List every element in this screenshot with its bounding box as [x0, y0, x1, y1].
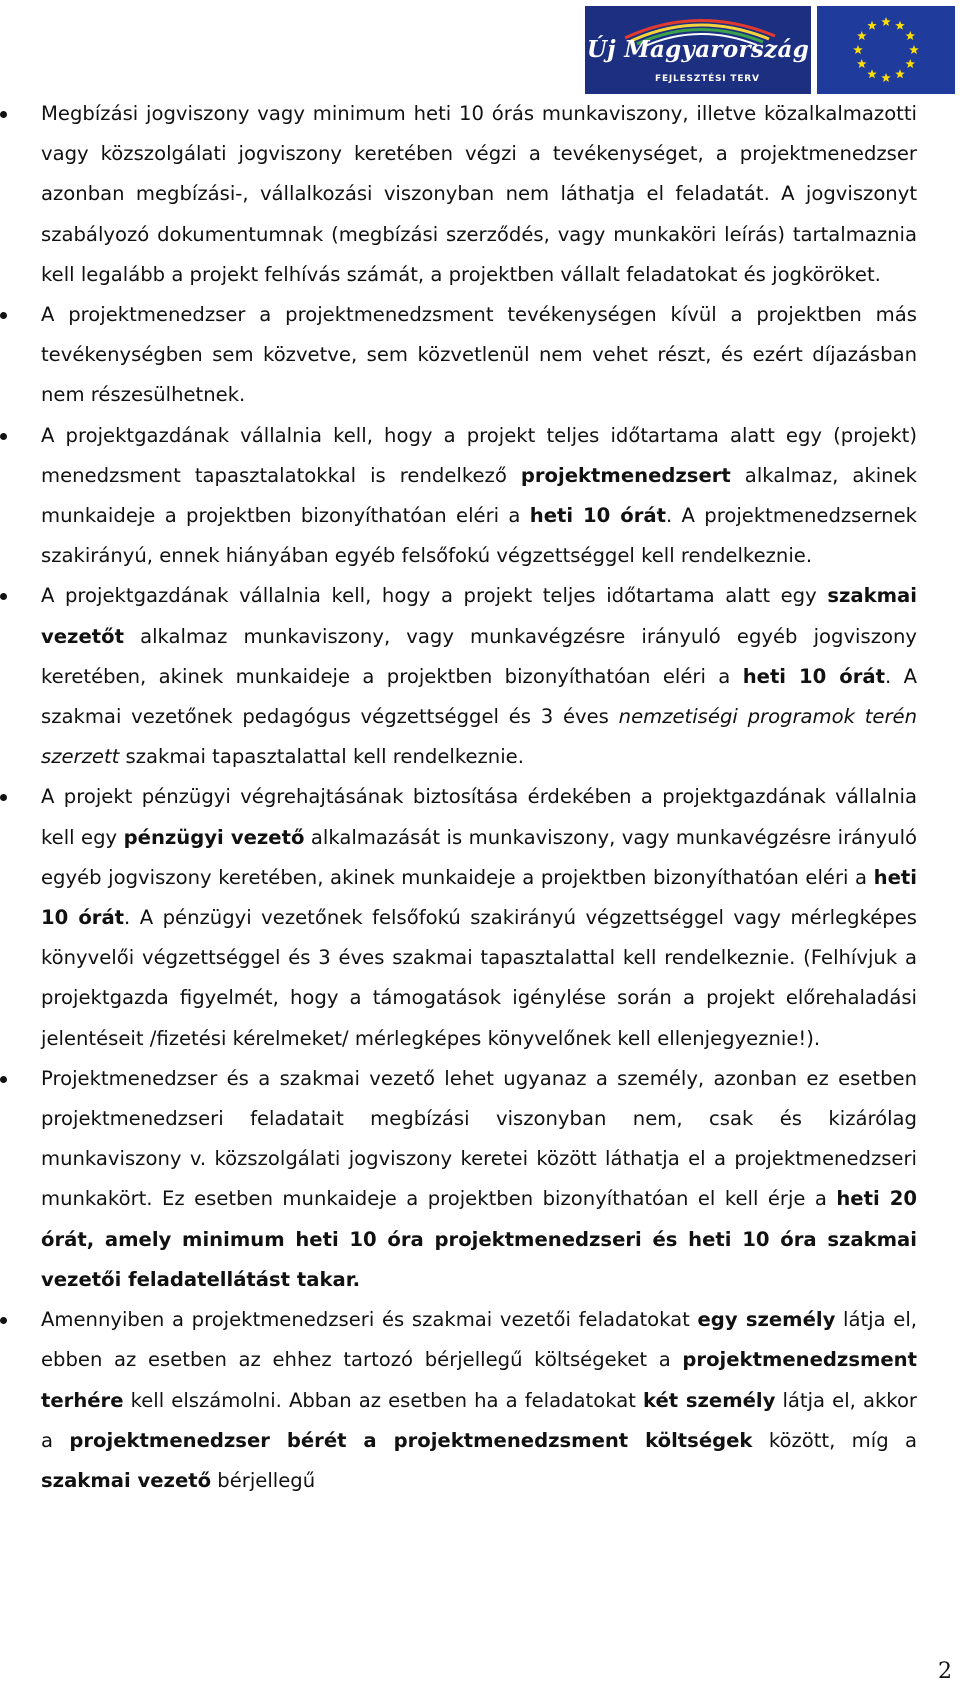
body-text: A projektmenedzser a projektmenedzsment tevékenységen kívül a projektben más tevékenységben sem közvetve, sem közvetlenül nem vehet részt, és ezért díjazásban nem részesülhetnek. [41, 303, 917, 407]
eu-star-icon [895, 69, 905, 78]
body-text: Projektmenedzser és a szakmai vezető lehet ugyanaz a személy, azonban ez esetben projektmenedzseri feladatait megbízási viszonyban nem, csak és kizárólag munkaviszony v. közszolgálati jogviszony keretei között láthatja el a projektmenedzseri munkakört. Ez esetben munkaideje a projektben bizonyíthatóan el kell érje a [41, 1066, 917, 1211]
bold-text: heti 10 órát [41, 865, 917, 930]
body-text: szakmai tapasztalattal kell rendelkeznie. [119, 745, 524, 769]
body-text: bérjellegű [211, 1468, 316, 1492]
eu-stars-icon [817, 6, 955, 94]
body-text: . A projektmenedzsernek szakirányú, ennek hiányában egyéb felsőfokú végzettséggel kell rendelkeznie. [41, 504, 917, 568]
bullet-item [0, 777, 917, 1058]
eu-star-icon [881, 73, 891, 82]
bullet-item [0, 576, 917, 777]
body-text: alkalmazását is munkaviszony, vagy munkavégzésre irányuló egyéb jogviszony keretében, akinek munkaideje a projektben bizonyíthatóan eléri a [41, 825, 917, 889]
logo-subtitle: FEJLESZTÉSI TERV [655, 74, 760, 84]
bullet-dot-icon [0, 1317, 7, 1324]
bold-text: heti 10 órát [529, 504, 666, 528]
body-text: A projektgazdának vállalnia kell, hogy a projekt teljes időtartama alatt egy (projekt) menedzsment tapasztalatokkal is rendelkező [41, 423, 917, 487]
body-text: A projekt pénzügyi végrehajtásának biztosítása érdekében a projektgazdának vállalnia kell egy [41, 785, 917, 849]
body-text: között, míg a [752, 1428, 917, 1452]
body-text: alkalmaz munkaviszony, vagy munkavégzésre irányuló egyéb jogviszony keretében, akinek munkaideje a projektben bizonyíthatóan eléri a [41, 624, 917, 688]
bullet-item [0, 295, 917, 416]
bold-text: két személy [643, 1388, 776, 1412]
body-text: A projektgazdának vállalnia kell, hogy a projekt teljes időtartama alatt egy [41, 584, 828, 608]
eu-star-icon [867, 21, 877, 30]
eu-star-icon [857, 59, 867, 68]
bullet-list [0, 94, 960, 1501]
body-text: kell elszámolni. Abban az esetben ha a feladatokat [123, 1388, 643, 1412]
eu-star-icon [853, 45, 863, 54]
bold-text: egy személy [697, 1308, 836, 1332]
body-text: Amennyiben a projektmenedzseri és szakmai vezetői feladatokat [41, 1308, 698, 1332]
body-text: alkalmaz, akinek munkaideje a projektben bizonyíthatóan eléri a [41, 463, 917, 528]
bullet-item [0, 1059, 917, 1300]
bullet-dot-icon [0, 1076, 7, 1083]
body-text: látja el, ebben az esetben az ehhez tartozó bérjellegű költségeket a [41, 1308, 917, 1372]
body-text: . A szakmai vezetőnek pedagógus végzettséggel és 3 éves [41, 664, 917, 729]
italic-text: nemzetiségi programok terén szerzett [41, 705, 918, 769]
bullet-dot-icon [0, 593, 7, 600]
bold-text: projektmenedzsert [520, 463, 731, 487]
eu-star-icon [857, 31, 867, 40]
body-text: . A pénzügyi vezetőnek felsőfokú szakirányú végzettséggel vagy mérlegképes könyvelői végzettséggel és 3 éves szakmai tapasztalattal kell rendelkeznie. (Felhívjuk a projektgazda figyelmét, hogy a támogatások igénylése során a projekt előrehaladási jelentéseit /fizetési kérelmeket/ mérlegképes könyvelőnek kell ellenjegyeznie!). [41, 906, 917, 1050]
eu-star-icon [905, 31, 915, 40]
eu-star-icon [881, 17, 891, 26]
body-text: Megbízási jogviszony vagy minimum heti 10 órás munkaviszony, illetve közalkalmazotti vagy közszolgálati jogviszony keretében végzi a tevékenységet, a projektmenedzser azonban megbízási-, vállalkozási viszonyban nem láthatja el feladatát. A jogviszonyt szabályozó dokumentumnak (megbízási szerződés, vagy munkaköri leírás) tartalmaznia kell legalább a projekt felhívás számát, a projektben vállalt feladatokat és jogköröket. [41, 102, 917, 286]
eu-flag-logo [817, 6, 955, 94]
logo-title: Új Magyarország [586, 36, 810, 63]
bold-text: projektmenedzsment terhére [41, 1348, 917, 1412]
bullet-dot-icon [0, 794, 7, 801]
eu-star-icon [895, 21, 905, 30]
bold-text: projektmenedzser bérét a projektmenedzsment költségek [69, 1428, 753, 1452]
eu-star-icon [867, 69, 877, 78]
bold-text: szakmai vezetőt [41, 584, 917, 648]
uj-magyarorszag-logo [585, 6, 811, 94]
bullet-item [0, 416, 917, 577]
header-logos [585, 6, 955, 94]
bullet-dot-icon [0, 312, 7, 319]
eu-star-icon [905, 59, 915, 68]
bold-text: pénzügyi vezető [123, 825, 305, 849]
bullet-dot-icon [0, 433, 7, 440]
bold-text: heti 10 órát [742, 664, 885, 688]
body-text: látja el, akkor a [41, 1388, 917, 1452]
bullet-dot-icon [0, 111, 7, 118]
bold-text: szakmai vezető [41, 1468, 212, 1492]
bold-text: heti 20 órát, amely minimum heti 10 óra projektmenedzseri és heti 10 óra szakmai vezetői feladatellátást takar. [41, 1187, 917, 1291]
eu-star-icon [909, 45, 919, 54]
page-number: 2 [938, 1659, 952, 1684]
document-body [0, 94, 960, 1501]
bullet-item [0, 1300, 917, 1501]
bullet-item [0, 94, 917, 295]
